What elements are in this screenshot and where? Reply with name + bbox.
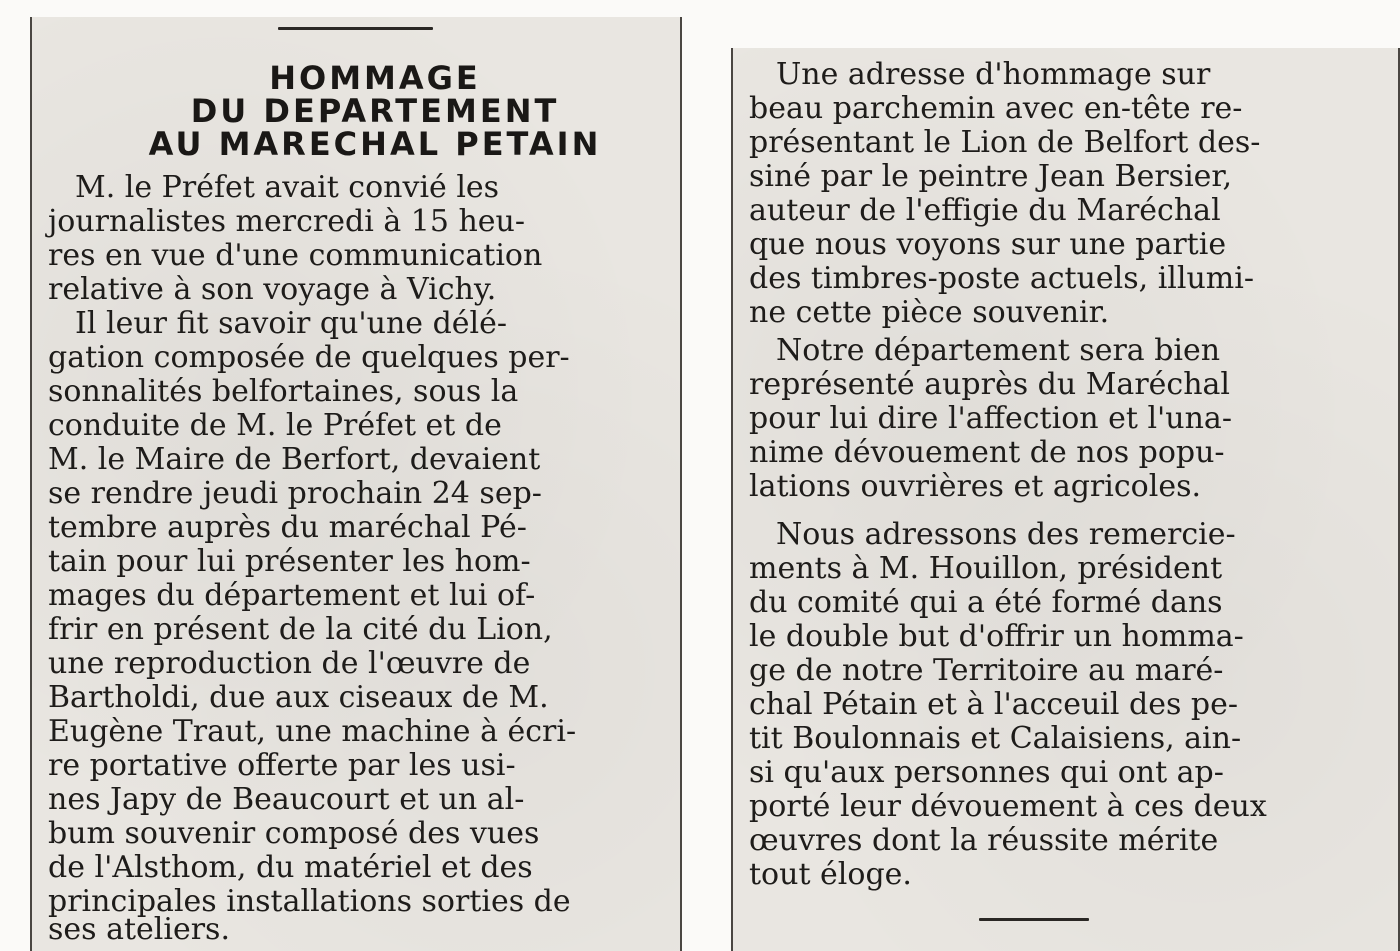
column-border-left: [30, 17, 32, 951]
column-border-right: [680, 17, 682, 951]
text-line: Il leur fit savoir qu'une délé-: [75, 306, 508, 341]
text-line: ge de notre Territoire au maré-: [749, 653, 1224, 688]
text-line: sonnalités belfortaines, sous la: [48, 374, 519, 409]
text-line: siné par le peintre Jean Bersier,: [749, 159, 1233, 194]
text-line: Notre département sera bien: [776, 333, 1221, 368]
text-line: frir en présent de la cité du Lion,: [48, 612, 553, 647]
text-line: M. le Maire de Berfort, devaient: [48, 442, 541, 477]
text-line: principales installations sorties de: [48, 884, 571, 919]
text-line: que nous voyons sur une partie: [749, 227, 1227, 262]
text-line: œuvres dont la réussite mérite: [749, 823, 1219, 858]
text-line: auteur de l'effigie du Maréchal: [749, 193, 1221, 228]
text-line: Nous adressons des remercie-: [776, 517, 1236, 552]
text-line: Eugène Traut, une machine à écri-: [48, 714, 577, 749]
text-line: présentant le Lion de Belfort des-: [749, 125, 1261, 160]
top-rule: [278, 27, 433, 30]
text-line: beau parchemin avec en-tête re-: [749, 91, 1243, 126]
text-line: ne cette pièce souvenir.: [749, 295, 1110, 330]
text-line: relative à son voyage à Vichy.: [48, 272, 497, 307]
text-line: nes Japy de Beaucourt et un al-: [48, 782, 525, 817]
text-line: Bartholdi, due aux ciseaux de M.: [48, 680, 549, 715]
headline-line-3: AU MARECHAL PETAIN: [148, 125, 602, 163]
text-line: tout éloge.: [749, 857, 912, 892]
text-line: se rendre jeudi prochain 24 sep-: [48, 476, 542, 511]
text-line: porté leur dévouement à ces deux: [749, 789, 1267, 824]
text-line: tembre auprès du maréchal Pé-: [48, 510, 527, 545]
headline-line-2: DU DEPARTEMENT: [190, 92, 560, 130]
text-line: de l'Alsthom, du matériel et des: [48, 850, 533, 885]
column-border-left: [731, 48, 733, 951]
text-line: M. le Préfet avait convié les: [75, 170, 500, 205]
text-line: res en vue d'une communication: [48, 238, 543, 273]
text-line: nime dévouement de nos popu-: [749, 435, 1225, 470]
text-line: une reproduction de l'œuvre de: [48, 646, 531, 681]
text-line: du comité qui a été formé dans: [749, 585, 1223, 620]
right-clipping: [731, 48, 1400, 951]
text-line: ses ateliers.: [48, 912, 230, 947]
text-line: des timbres-poste actuels, illumi-: [749, 261, 1254, 296]
text-line: représenté auprès du Maréchal: [749, 367, 1231, 402]
text-line: ments à M. Houillon, président: [749, 551, 1223, 586]
bottom-rule: [979, 918, 1089, 921]
text-line: tit Boulonnais et Calaisiens, ain-: [749, 721, 1242, 756]
text-line: gation composée de quelques per-: [48, 340, 570, 375]
text-line: Une adresse d'hommage sur: [776, 57, 1211, 92]
text-line: chal Pétain et à l'acceuil des pe-: [749, 687, 1239, 722]
text-line: si qu'aux personnes qui ont ap-: [749, 755, 1224, 790]
text-line: le double but d'offrir un homma-: [749, 619, 1244, 654]
text-line: mages du département et lui of-: [48, 578, 536, 613]
text-line: conduite de M. le Préfet et de: [48, 408, 502, 443]
headline-line-1: HOMMAGE: [269, 59, 481, 97]
text-line: journalistes mercredi à 15 heu-: [48, 204, 525, 239]
left-clipping: [30, 17, 682, 951]
text-line: bum souvenir composé des vues: [48, 816, 540, 851]
text-line: tain pour lui présenter les hom-: [48, 544, 531, 579]
text-line: re portative offerte par les usi-: [48, 748, 516, 783]
text-line: pour lui dire l'affection et l'una-: [749, 401, 1232, 436]
text-line: lations ouvrières et agricoles.: [749, 469, 1202, 504]
